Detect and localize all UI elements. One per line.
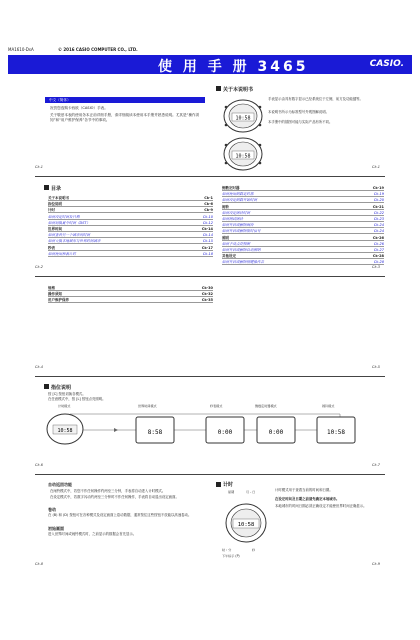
mode-display: 10:58 [57, 428, 73, 434]
svg-text:10:58: 10:58 [237, 522, 255, 528]
svg-text:0:00: 0:00 [217, 429, 233, 436]
paragraph: 计时模式用于查看当前的时间和日期。 [275, 488, 333, 492]
bullet-item: 本手册中的插图可能与实际产品有所不同。 [268, 120, 333, 124]
toc-label: 闹铃 [222, 204, 229, 209]
section-marker [216, 482, 221, 487]
toc-row[interactable] [48, 286, 213, 291]
mode-watch-alarm [316, 416, 356, 448]
toc-page: Ck-17 [201, 245, 213, 250]
toc-row[interactable] [48, 221, 213, 226]
toc-page: Ck-27 [373, 248, 384, 252]
mode-label: 倒数定时器模式 [255, 404, 277, 408]
section-marker [44, 384, 49, 389]
toc-page: Ck-14 [201, 227, 213, 231]
bullet-item: 在设定模式中，若数字闪动约两至三分钟时不作任何操作，手表将自动退出设定画面。 [50, 495, 179, 499]
toc-label: 用户维护保养 [48, 298, 69, 303]
section-title: 关于本说明书 [223, 87, 254, 93]
toc-label: 如何开启或解除报时信号 [222, 229, 261, 234]
toc-row[interactable] [222, 254, 384, 259]
toc-row[interactable] [48, 202, 213, 207]
toc-page: Ck-14 [202, 233, 213, 238]
page-number: Ck-5 [372, 365, 380, 369]
toc-page: Ck-28 [373, 260, 384, 265]
toc-page: Ck-35 [201, 298, 213, 303]
bullet-item: 在闹铃模式中，若您不作任何操作约两至三分钟，手表将自动进入计时模式。 [50, 489, 166, 493]
section-marker [216, 86, 221, 91]
toc-label: 如何使用秒表计时 [48, 251, 76, 256]
toc-row[interactable] [48, 292, 213, 297]
doc-code: MA1610-DsA [8, 47, 34, 52]
page-number: Ck-1 [35, 165, 43, 169]
mode-label: 闹铃模式 [322, 404, 335, 408]
toc-row[interactable] [222, 260, 384, 265]
section-marker [44, 185, 49, 190]
toc-row[interactable] [222, 229, 384, 234]
toc-row[interactable] [222, 217, 384, 222]
toc-label: 如何交换本地城市与世界时间城市 [48, 239, 101, 244]
toc-row[interactable] [222, 211, 384, 216]
toc-page: Ck-9 [204, 208, 213, 213]
svg-text:8:58: 8:58 [147, 429, 163, 436]
toc-label: 如何查看另一个城市的时间 [48, 233, 90, 238]
toc-label: 如何设定时间及日期 [48, 214, 80, 219]
toc-page: Ck-6 [204, 202, 213, 207]
svg-text:0:00: 0:00 [268, 429, 284, 436]
toc-page: Ck-21 [372, 204, 384, 209]
toc-page: Ck-22 [373, 210, 384, 215]
svg-text:10:58: 10:58 [326, 429, 346, 436]
toc-page: Ck-24 [373, 223, 384, 228]
page-number: Ck-3 [372, 265, 380, 269]
language-label: 中文（简体） [45, 97, 205, 103]
toc-title: 目录 [51, 186, 62, 192]
toc-label: 如何手动点亮照明 [222, 241, 250, 246]
toc-page: Ck-26 [373, 241, 384, 246]
page-number: Ck-6 [35, 463, 43, 467]
toc-label: 如何测试闹铃 [222, 217, 243, 221]
page-number: Ck-7 [372, 463, 380, 467]
paragraph: 进入世界时间或闹铃模式时，之前显示的数据会首先显示。 [48, 532, 137, 536]
toc-row[interactable] [48, 239, 213, 244]
toc-row[interactable] [48, 227, 213, 232]
page-number: Ck-1 [372, 165, 380, 169]
page-number: Ck-2 [35, 265, 43, 269]
toc-label: 如何设定闹铃时间 [222, 210, 250, 215]
toc-row[interactable] [48, 215, 213, 220]
toc-label: 世界时间 [48, 227, 62, 231]
toc-label: 规格 [48, 286, 55, 290]
toc-label: 关于本说明书 [48, 196, 69, 200]
paragraph: 本地城市的时间日期必须正确设定才能使世界时间正确显示。 [275, 504, 367, 508]
watch-detail-illustration [222, 500, 270, 550]
watch-illustration [222, 98, 264, 134]
sub-heading: 卷动 [48, 507, 56, 512]
toc-label: 如何切换夏令时间（DST） [48, 220, 91, 225]
toc-row[interactable] [48, 233, 213, 238]
toc-row[interactable] [222, 248, 384, 253]
page-number: Ck-9 [372, 562, 380, 566]
paragraph: 在 (B) 和 (D) 按钮可在各种模式及设定画面上卷动数据，通常按住这些按钮不放能以高速卷动。 [48, 513, 192, 517]
toc-label: 如何设定倒数开始时间 [222, 198, 257, 203]
intro-text: 祝贺您选购卡西欧（CASIO）手表。 [50, 106, 108, 110]
toc-label: 如何开启或解除闹铃 [222, 223, 254, 228]
toc-label: 计时 [48, 208, 55, 213]
toc-page: Ck-19 [373, 192, 384, 197]
toc-row[interactable] [48, 196, 213, 201]
watch-label: 星期 [228, 490, 235, 494]
bullet-item: 在任意模式中，按 [L] 按钮点亮照明。 [48, 397, 106, 401]
toc-label: 照明 [222, 235, 229, 240]
title-banner [8, 55, 412, 74]
toc-page: Ck-1 [204, 196, 213, 200]
toc-label: 如何开启或解除按键操作音 [222, 260, 264, 265]
toc-page: Ck-18 [202, 251, 213, 256]
mode-watch-world [135, 416, 175, 448]
mode-label: 秒表模式 [210, 404, 223, 408]
toc-row[interactable] [48, 252, 213, 257]
toc-page: Ck-23 [373, 217, 384, 221]
toc-page: Ck-32 [201, 292, 213, 297]
toc-row[interactable] [222, 236, 384, 241]
toc-label: 其他设定 [222, 254, 236, 259]
toc-row[interactable] [222, 198, 384, 203]
toc-row[interactable] [48, 298, 213, 303]
mode-watch-stopwatch [205, 416, 245, 448]
modes-title: 指位说明 [51, 385, 72, 391]
page-number: Ck-4 [35, 365, 43, 369]
toc-page: Ck-10 [202, 214, 213, 219]
watch-illustration [222, 136, 264, 172]
toc-page: Ck-19 [372, 186, 384, 190]
toc-row[interactable] [222, 223, 384, 228]
page-title: 使 用 手 册 3465 [158, 59, 309, 75]
mode-label: 世界时间模式 [138, 404, 157, 408]
toc-row[interactable] [222, 205, 384, 210]
toc-page: Ck-20 [373, 198, 384, 203]
toc-label: 如何使用倒数定时器 [222, 192, 254, 197]
bullet-item: 手表显示由具有数字显示已经系统位于左侧，前方及功能键等。 [268, 97, 363, 101]
svg-text:10:58: 10:58 [235, 153, 251, 160]
brand-logo: CASIO. [369, 59, 404, 69]
toc-row[interactable] [222, 242, 384, 247]
svg-text:10:58: 10:58 [235, 115, 251, 122]
mode-label: 计时模式 [58, 404, 71, 408]
watch-label: 时 : 分 [222, 548, 232, 552]
toc-page: Ck-30 [201, 286, 213, 290]
mode-watch-timer [256, 416, 296, 448]
bullet-item: 按 [C] 按钮切换各模式。 [48, 392, 86, 396]
watch-label: 下午标示 (P) [222, 554, 240, 558]
toc-label: 指位说明 [48, 202, 62, 207]
toc-row[interactable] [48, 208, 213, 213]
toc-page: Ck-26 [372, 235, 384, 240]
toc-row[interactable] [222, 192, 384, 197]
toc-label: 倒数定时器 [222, 186, 240, 190]
sub-heading: 初始画面 [48, 526, 64, 531]
toc-label: 操作须知 [48, 292, 62, 297]
toc-label: 秒表 [48, 245, 55, 250]
watch-label: 月 - 日 [246, 490, 256, 494]
section-heading: 自动返回功能 [48, 482, 72, 487]
toc-page: Ck-12 [202, 220, 213, 225]
bullet-item: 本说明书所示为标准型号外观图解说明。 [268, 110, 330, 114]
toc-page: Ck-15 [202, 239, 213, 244]
toc-label: 如何开启或解除自动照明 [222, 248, 261, 252]
toc-row[interactable] [48, 246, 213, 251]
toc-page: Ck-24 [373, 229, 384, 234]
copyright: © 2016 CASIO COMPUTER CO., LTD. [58, 47, 138, 52]
page-number: Ck-8 [35, 562, 43, 566]
mode-watch-timekeeping [45, 412, 85, 450]
intro-body: 关于敬爱本表的使用务本正前详细手册，请详细阅读本使用本手册并熟悉说明。尤其是“操作须知”和“用户维护保养”各节中的事项。 [50, 113, 200, 122]
watch-label: 秒 [252, 548, 256, 552]
section-title: 计时 [223, 482, 234, 488]
sub-heading: 在设定时间及日期之前请先确定本地城市。 [275, 497, 340, 501]
toc-row[interactable] [222, 186, 384, 191]
toc-page: Ck-28 [372, 254, 384, 259]
